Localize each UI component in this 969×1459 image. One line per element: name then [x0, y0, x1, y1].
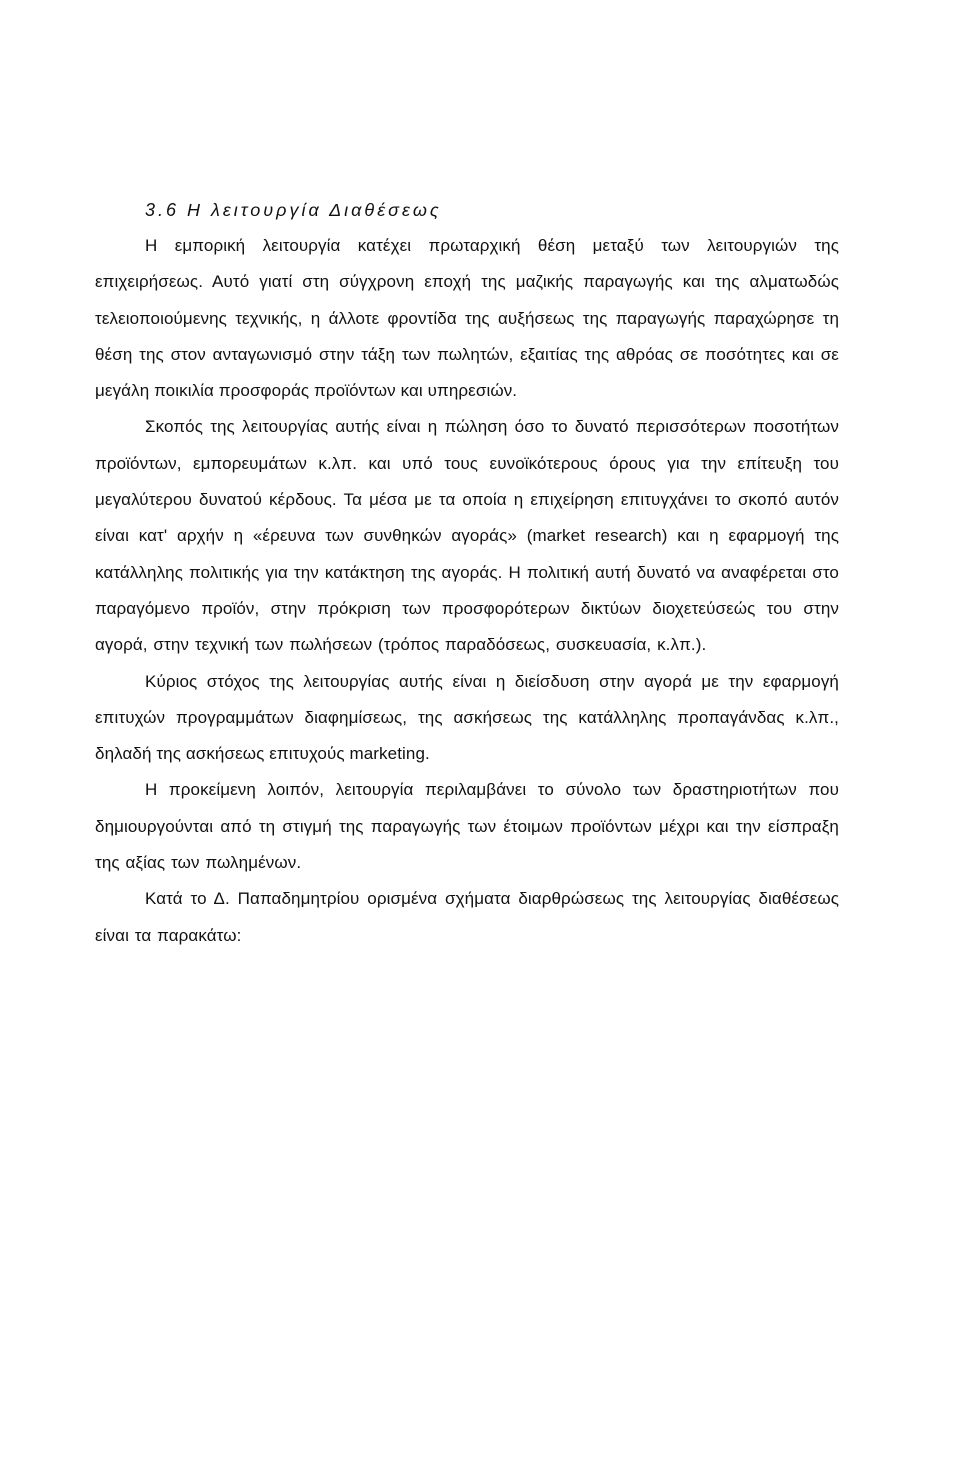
section-heading: 3.6 Η λειτουργία Διαθέσεως [145, 200, 442, 220]
paragraph-5: Κατά το Δ. Παπαδημητρίου ορισμένα σχήματα διαρθρώσεως της λειτουργίας διαθέσεως είναι τα παρακάτω: [95, 889, 839, 945]
paragraph-3: Κύριος στόχος της λειτουργίας αυτής είναι η διείσδυση στην αγορά με την εφαρμογή επιτυχών προγραμμάτων διαφημίσεως, της ασκήσεως της κατάλληλης προπαγάνδας κ.λπ., δηλαδή της ασκήσεως επιτυχούς marketing. [95, 671, 839, 764]
paragraph-4: Η προκείμενη λοιπόν, λειτουργία περιλαμβάνει το σύνολο των δραστηριοτήτων που δημιουργούνται από τη στιγμή της παραγωγής των έτοιμων προϊόντων μέχρι και την είσπραξη της αξίας των πωλημένων. [95, 780, 839, 873]
page-content [95, 196, 839, 954]
paragraph-1: Η εμπορική λειτουργία κατέχει πρωταρχική θέση μεταξύ των λειτουργιών της επιχειρήσεως. Αυτό γιατί στη σύγχρονη εποχή της μαζικής παραγωγής και της αλματωδώς τελειοποιούμενης τεχνικής, η άλλοτε φροντίδα της αυξήσεως της παραγωγής παραχώρησε τη θέση της στον ανταγωνισμό στην τάξη των πωλητών, εξαιτίας της αθρόας σε ποσότητες και σε μεγάλη ποικιλία προσφοράς προϊόντων και υπηρεσιών. [95, 236, 839, 401]
paragraph-2: Σκοπός της λειτουργίας αυτής είναι η πώληση όσο το δυνατό περισσότερων ποσοτήτων προϊόντων, εμπορευμάτων κ.λπ. και υπό τους ευνοϊκότερους όρους για την επίτευξη του μεγαλύτερου δυνατού κέρδους. Τα μέσα με τα οποία η επιχείρηση επιτυγχάνει το σκοπό αυτόν είναι κατ' αρχήν η «έρευνα των συνθηκών αγοράς» (market research) και η εφαρμογή της κατάλληλης πολιτικής για την κατάκτηση της αγοράς. Η πολιτική αυτή δυνατό να αναφέρεται στο παραγόμενο προϊόν, στην πρόκριση των προσφορότερων δικτύων διοχετεύσεώς του στην αγορά, στην τεχνική των πωλήσεων (τρόπος παραδόσεως, συσκευασία, κ.λπ.). [95, 417, 839, 655]
